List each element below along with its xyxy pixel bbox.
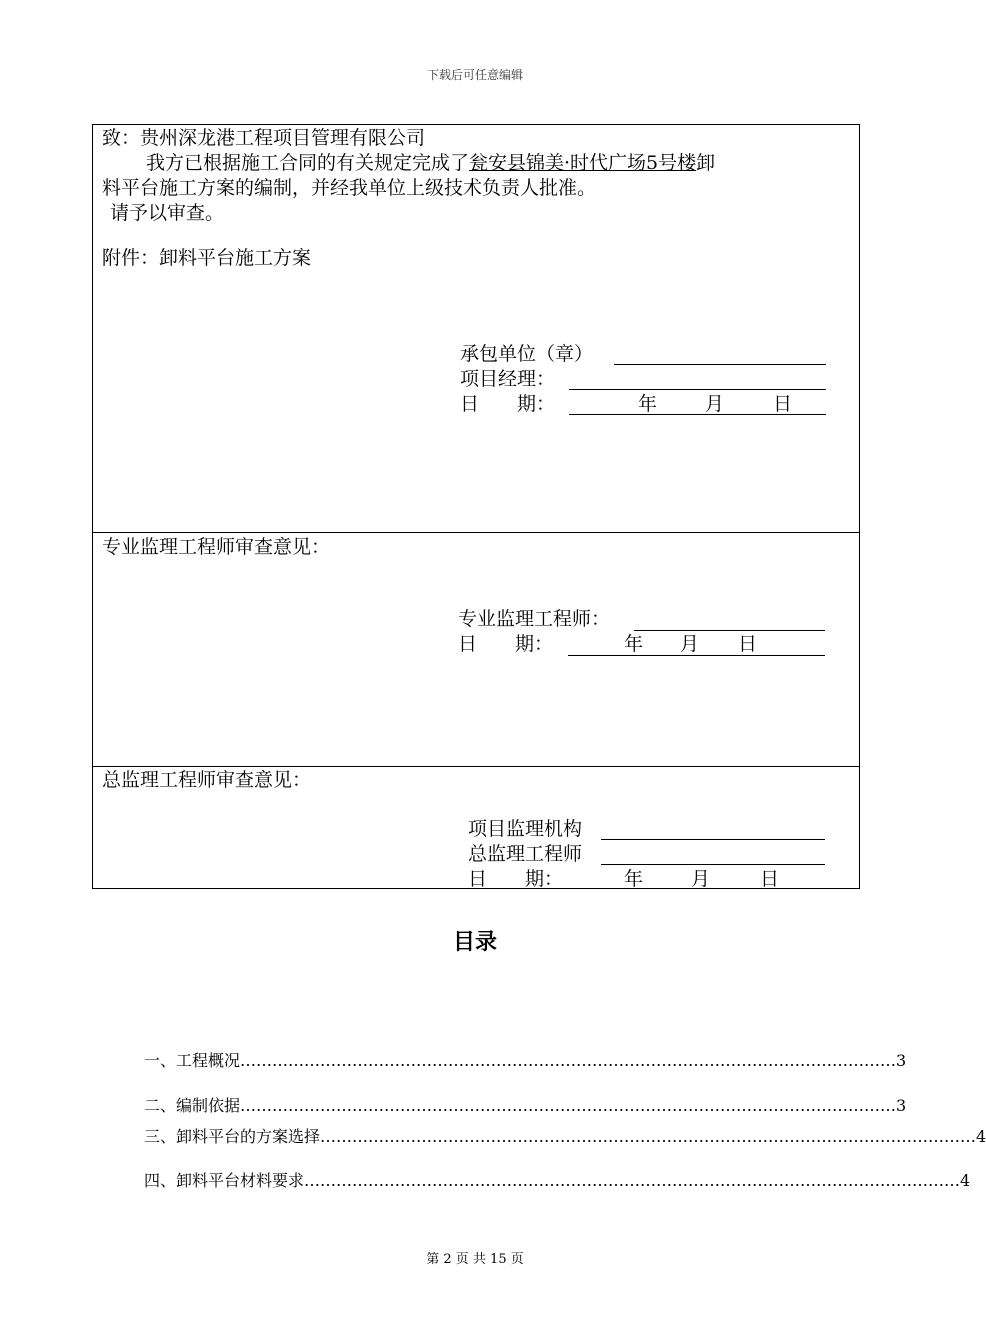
contractor-label: 承包单位（章）: [460, 343, 594, 365]
body-line-3: 请予以审查。: [110, 202, 225, 224]
toc-entry-label: 四、卸料平台材料要求: [144, 1171, 305, 1190]
org-signature-line[interactable]: [601, 839, 825, 840]
date-day-2: 日: [738, 633, 758, 655]
chief-label: 总监理工程师: [468, 843, 583, 865]
org-label: 项目监理机构: [468, 818, 583, 840]
toc-entry[interactable]: [144, 1124, 986, 1147]
chief-review-title: 总监理工程师审查意见：: [102, 769, 312, 791]
manager-signature-line[interactable]: [569, 389, 826, 390]
addressee-line: 致：贵州深龙港工程项目管理有限公司: [102, 127, 426, 149]
engineer-label: 专业监理工程师：: [458, 608, 611, 630]
date-year-1: 年: [638, 393, 658, 415]
attachment-line: 附件：卸料平台施工方案: [102, 247, 312, 269]
toc-entry-page: 4: [976, 1127, 986, 1146]
page-footer: 第 2 页 共 15 页: [426, 1252, 524, 1267]
section-divider-1: [92, 532, 860, 533]
date-month-2: 月: [680, 633, 700, 655]
toc-entry[interactable]: [144, 1093, 907, 1116]
body-line-1-prefix: 我方已根据施工合同的有关规定完成了: [146, 152, 470, 174]
date-month-3: 月: [691, 868, 711, 890]
toc-title: 目录: [452, 929, 497, 955]
toc-entry[interactable]: [144, 1168, 971, 1191]
date-day-3: 日: [760, 868, 780, 890]
date-day-1: 日: [773, 393, 793, 415]
toc-leader-dots: ……………………………………………………………………………………………………………: [320, 1127, 977, 1146]
contractor-signature-line[interactable]: [614, 364, 826, 365]
date-line-3[interactable]: [579, 888, 825, 889]
supervisor-review-title: 专业监理工程师审查意见：: [102, 536, 331, 558]
date-label-2: 日 期：: [458, 633, 554, 655]
body-line-2: 料平台施工方案的编制，并经我单位上级技术负责人批准。: [102, 177, 597, 199]
engineer-signature-line[interactable]: [634, 630, 825, 631]
toc-entry-page: 3: [896, 1096, 907, 1115]
date-label-1: 日 期：: [460, 393, 556, 415]
toc-entry-label: 三、卸料平台的方案选择: [144, 1127, 321, 1146]
manager-label: 项目经理：: [460, 368, 556, 390]
toc-entry-page: 4: [960, 1171, 971, 1190]
chief-signature-line[interactable]: [601, 864, 825, 865]
date-line-2[interactable]: [568, 655, 825, 656]
toc-entry-page: 3: [896, 1051, 907, 1070]
body-line-1-suffix: 卸: [696, 152, 716, 174]
project-name: 瓮安县锦美·时代广场5号楼: [469, 152, 697, 174]
section-divider-2: [92, 766, 860, 767]
toc-leader-dots: ……………………………………………………………………………………………………………: [304, 1171, 961, 1190]
toc-entry[interactable]: [144, 1048, 907, 1071]
date-month-1: 月: [705, 393, 725, 415]
toc-leader-dots: ……………………………………………………………………………………………………………: [240, 1096, 897, 1115]
toc-entry-label: 二、编制依据: [144, 1096, 241, 1115]
toc-entry-label: 一、工程概况: [144, 1051, 241, 1070]
date-label-3: 日 期：: [468, 868, 564, 890]
toc-leader-dots: ……………………………………………………………………………………………………………: [240, 1051, 897, 1070]
date-line-1[interactable]: [569, 414, 826, 415]
body-line-1: [146, 151, 715, 175]
header-note: 下载后可任意编辑: [426, 68, 523, 82]
date-year-3: 年: [624, 868, 644, 890]
date-year-2: 年: [624, 633, 644, 655]
